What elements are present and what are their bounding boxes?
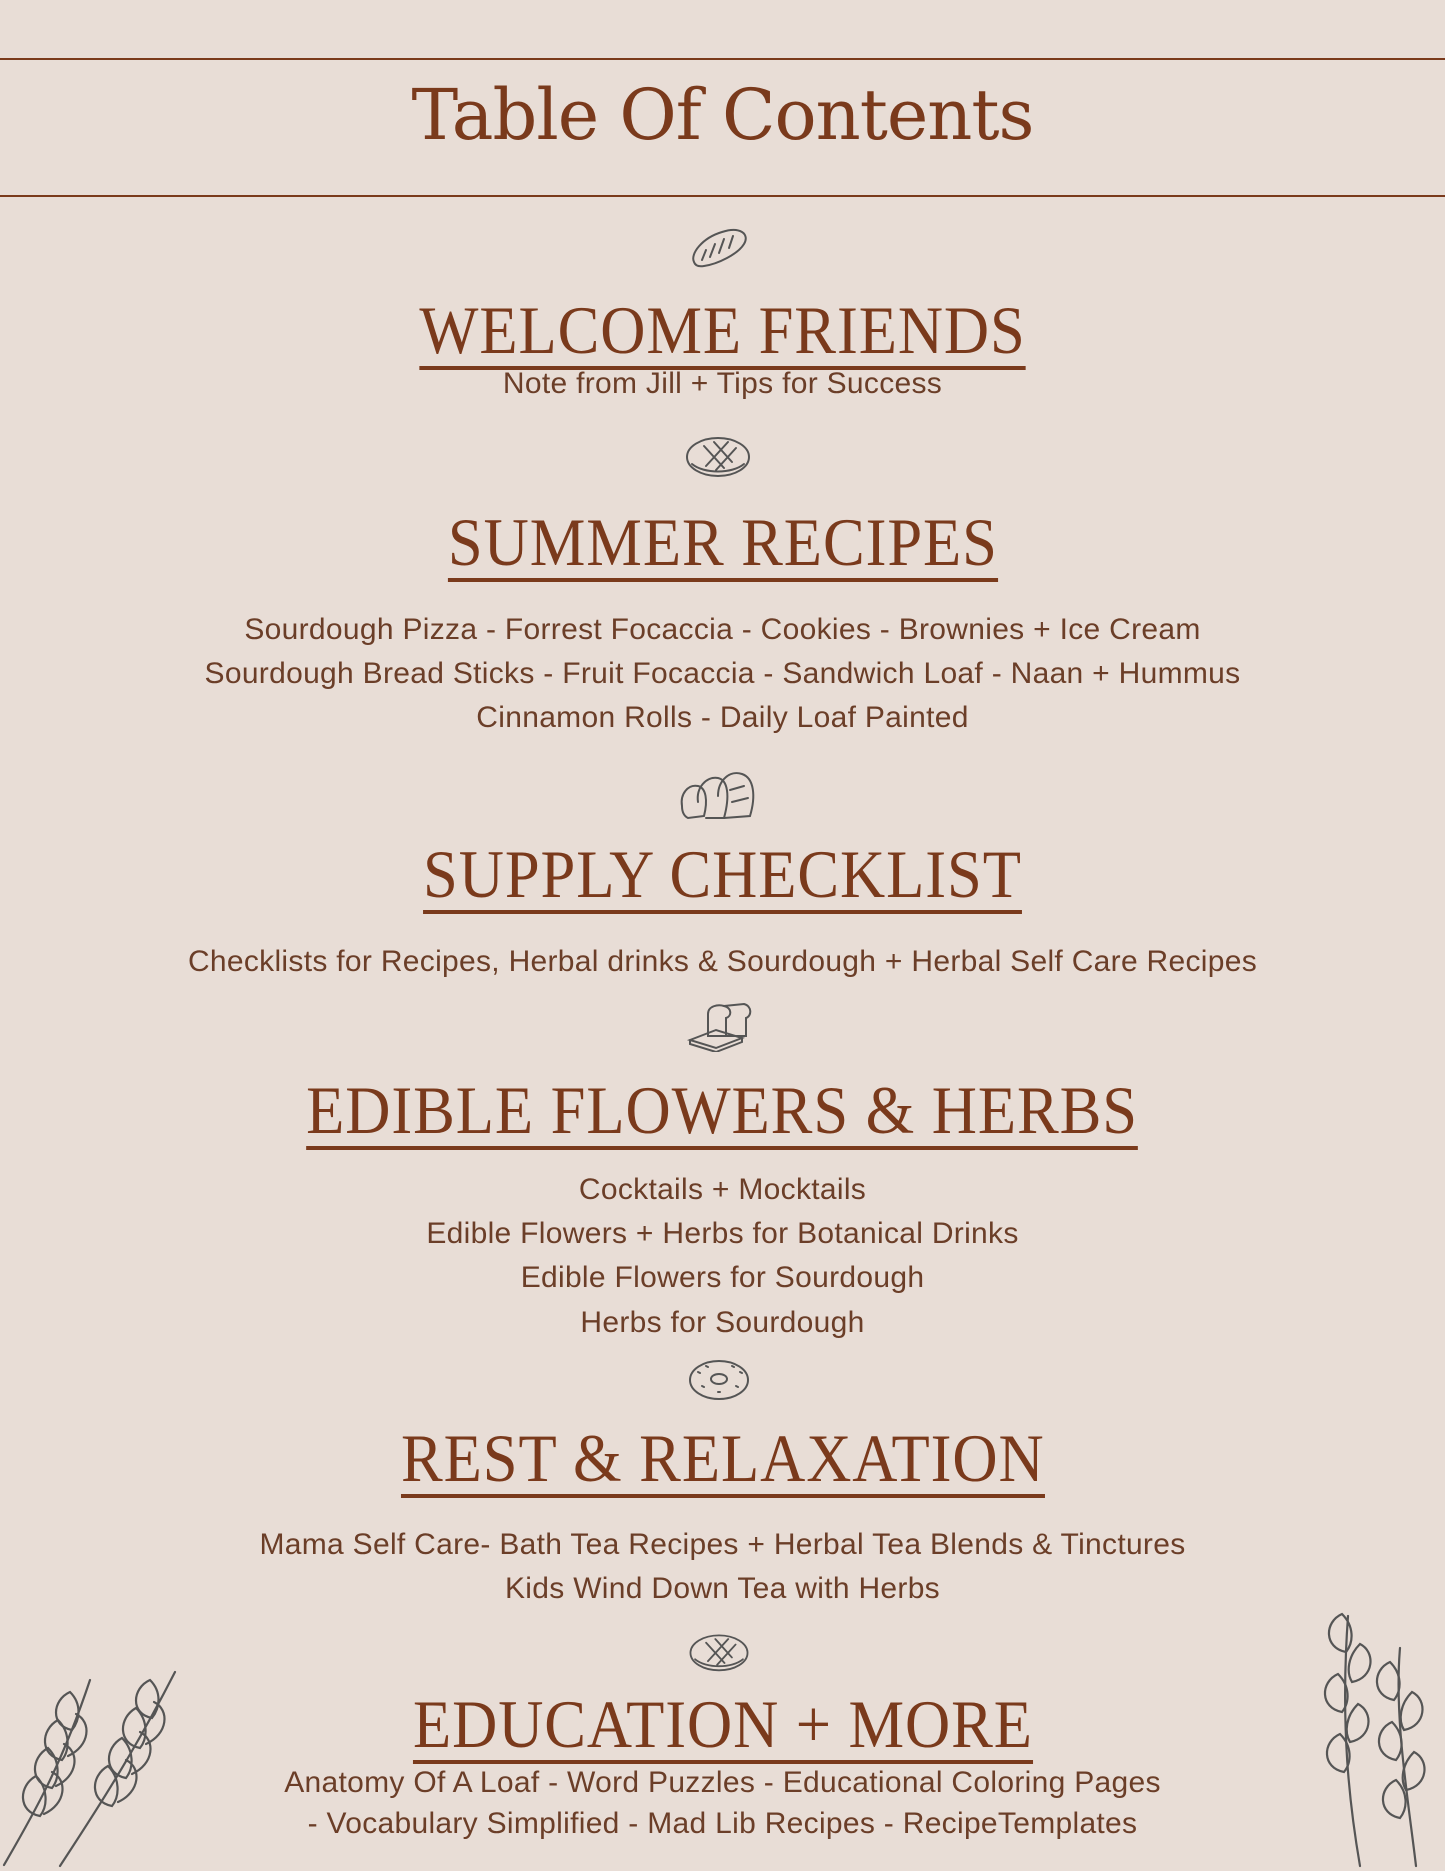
- section-heading-education: EDUCATION + MORE: [412, 1686, 1033, 1762]
- section-heading-welcome: WELCOME FRIENDS: [419, 292, 1026, 368]
- section-line: Kids Wind Down Tea with Herbs: [505, 1572, 940, 1605]
- baguette-icon: [688, 224, 750, 272]
- bread-slices-icon: [678, 766, 760, 824]
- section-heading-summer-recipes: SUMMER RECIPES: [447, 504, 998, 580]
- header-top-rule: [0, 58, 1445, 60]
- section-line: Cocktails + Mocktails: [578, 1173, 867, 1206]
- section-heading-rest-relaxation: REST & RELAXATION: [400, 1420, 1045, 1496]
- section-line: Herbs for Sourdough: [580, 1306, 865, 1339]
- section-heading-supply-checklist: SUPPLY CHECKLIST: [423, 836, 1022, 912]
- header-bottom-rule: [0, 195, 1445, 197]
- section-line: Sourdough Pizza - Forrest Focaccia - Cookies - Brownies + Ice Cream: [244, 613, 1201, 646]
- section-heading-edible-flowers: EDIBLE FLOWERS & HERBS: [306, 1072, 1139, 1148]
- scored-loaf-icon: [684, 430, 752, 480]
- section-line: Note from Jill + Tips for Success: [502, 367, 943, 400]
- bagel-icon: [688, 1358, 750, 1402]
- wheat-left-icon: [0, 1660, 185, 1871]
- section-line: - Vocabulary Simplified - Mad Lib Recipes - RecipeTemplates: [307, 1807, 1138, 1840]
- section-line: Cinnamon Rolls - Daily Loaf Painted: [476, 701, 969, 734]
- section-line: Edible Flowers for Sourdough: [520, 1261, 925, 1294]
- section-line: Checklists for Recipes, Herbal drinks & Sourdough + Herbal Self Care Recipes: [187, 945, 1258, 978]
- section-line: Anatomy Of A Loaf - Word Puzzles - Educational Coloring Pages: [284, 1766, 1161, 1799]
- scored-loaf-icon: [686, 1628, 752, 1674]
- section-line: Sourdough Bread Sticks - Fruit Focaccia - Sandwich Loaf - Naan + Hummus: [204, 657, 1241, 690]
- wheat-right-icon: [1290, 1608, 1445, 1871]
- toast-loaf-icon: [686, 1000, 752, 1052]
- section-line: Mama Self Care- Bath Tea Recipes + Herbal Tea Blends & Tinctures: [259, 1528, 1186, 1561]
- section-line: Edible Flowers + Herbs for Botanical Drinks: [426, 1217, 1019, 1250]
- page-title: Table Of Contents: [411, 74, 1034, 156]
